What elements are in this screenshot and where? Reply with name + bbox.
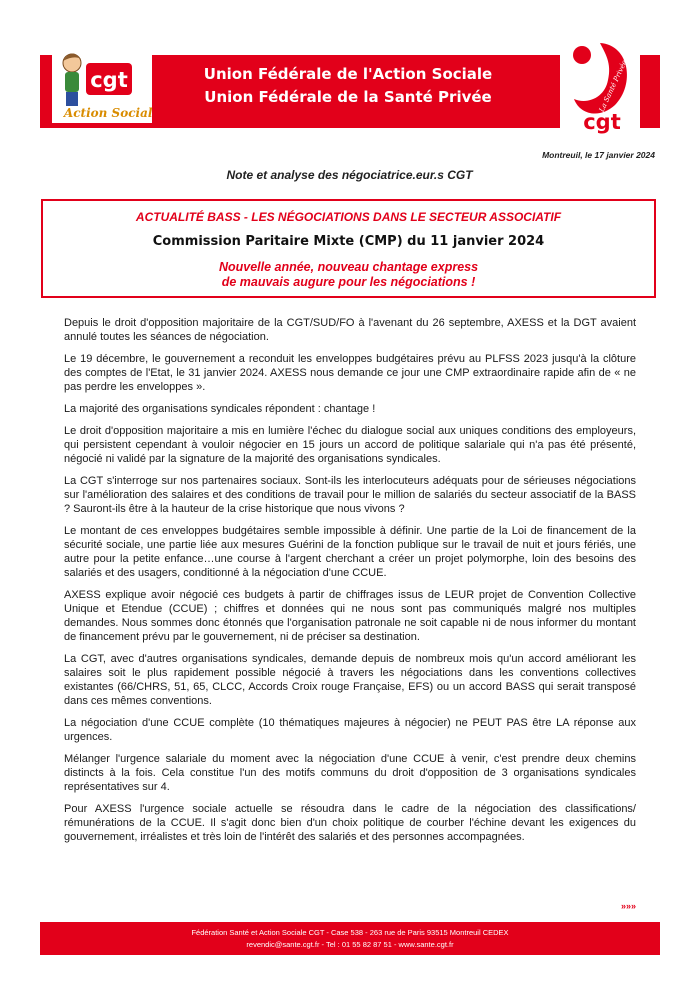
logo-left-slogan: Action Sociale [63,106,152,120]
title-box [41,199,656,298]
cgt-sante-privee-logo [560,35,640,135]
continue-arrows-icon: »»» [621,901,637,911]
footer-address: Fédération Santé et Action Sociale CGT - Case 538 - 263 rue de Paris 93515 Montreuil CEDEX [191,928,509,937]
footer-contact: revendic@sante.cgt.fr - Tel : 01 55 82 87 51 - www.sante.cgt.fr [246,940,454,949]
paragraph: La majorité des organisations syndicales répondent : chantage ! [64,403,376,415]
paragraph: Le droit d'opposition majoritaire a mis en lumière l'échec du dialogue social aux uniques conditions des employeurs, qui persistent cependant à vouloir négocier en 15 jours un accord de politique salariale qui n'a pas été présenté, négocié ni validé par la signature de la majorité des organisations syndicales. [64,425,636,465]
paragraph: AXESS explique avoir négocié ces budgets à partir de chiffrages issus de LEUR projet de Convention Collective Unique et Etendue (CCUE) ; chiffres et données qui ne nous sont pas communiqués malgré nos multiples demandes. Nous sommes donc étonnés que l'organisation patronale ne soit capable ni de nous informer du montant de financement prévu par le gouvernement, ni de préciser sa destination. [64,589,636,643]
logo-right-slogan: La Santé Privée [597,58,629,114]
box-tagline [43,260,654,290]
paragraph: Le montant de ces enveloppes budgétaires semble impossible à définir. Une partie de la Loi de financement de la sécurité sociale, une partie liée aux mesures Guérini de la fonction publique sur le travail de nuit et jours fériés, une autre pour la petite enfance…une course à l'argent cherchant a créer un projet polymorphe, loin des besoins des salariés et des usagers, conditionné à la négociation d'une CCUE. [64,525,636,579]
box-tagline-line1: Nouvelle année, nouveau chantage express [218,260,479,274]
paragraph: Le 19 décembre, le gouvernement a reconduit les enveloppes budgétaires prévu au PLFSS 2023 jusqu'à la clôture des comptes de l'Etat, le 31 janvier 2024. AXESS nous demande ce jour une CMP extraordinaire rapide afin de « ne pas perdre les enveloppes ». [64,353,636,393]
paragraph: La CGT, avec d'autres organisations syndicales, demande depuis de nombreux mois qu'un accord améliorant les salaires soit le plus rapidement possible négocié à travers les négociations dans les conventions collectives existantes (66/CHRS, 51, 65, CLCC, Accords Croix rouge Française, EFS) ou un accord BASS qui serait transposé dans ces mêmes conventions. [64,653,636,707]
header-title-line1: Union Fédérale de l'Action Sociale [203,65,493,83]
box-subtitle: Commission Paritaire Mixte (CMP) du 11 janvier 2024 [152,234,545,249]
cgt-action-sociale-logo [52,45,152,123]
child-figure-legs [66,92,78,106]
paragraph: Mélanger l'urgence salariale du moment avec la négociation d'une CCUE à venir, c'est prendre deux chemins distincts à la fois. Cela constitue l'un des motifs communs du droit d'opposition de 3 organisations syndicales représentatives sur 4. [64,753,636,793]
logo-right-brand: cgt [583,110,621,134]
child-figure-body [65,72,79,92]
document-date: Montreuil, le 17 janvier 2024 [542,150,655,160]
note-heading: Note et analyse des négociatrice.eur.s CGT [226,168,473,182]
box-tagline-line2: de mauvais augure pour les négociations ! [221,275,476,289]
body-text [64,316,636,852]
rose-flower-icon [573,46,591,64]
logo-left-brand: cgt [90,68,128,92]
box-title: ACTUALITÉ BASS - LES NÉGOCIATIONS DANS LE SECTEUR ASSOCIATIF [135,210,562,224]
paragraph: La négociation d'une CCUE complète (10 thématiques majeures à négocier) ne PEUT PAS être LA réponse aux urgences. [64,717,636,743]
footer-band [40,922,660,955]
paragraph: Pour AXESS l'urgence sociale actuelle se résoudra dans le cadre de la négociation des classifications/ rémunérations de la CCUE. Il s'agit donc bien d'un choix politique de courber l'échine devant les exigences du gouvernement, irréalistes et très loin de l'intérêt des salariés et des personnes accompagnées. [64,803,636,843]
paragraph: Depuis le droit d'opposition majoritaire de la CGT/SUD/FO à l'avenant du 26 septembre, AXESS et la DGT avaient annulé toutes les séances de négociation. [64,317,636,343]
paragraph: La CGT s'interroge sur nos partenaires sociaux. Sont-ils les interlocuteurs adéquats pour de sérieuses négociations sur l'amélioration des salaires et des conditions de travail pour le million de salariés du secteur associatif de la BASS ? Sauront-ils être à la hauteur de la crise historique que nous vivons ? [64,475,636,515]
header-title-line2: Union Fédérale de la Santé Privée [204,88,492,106]
